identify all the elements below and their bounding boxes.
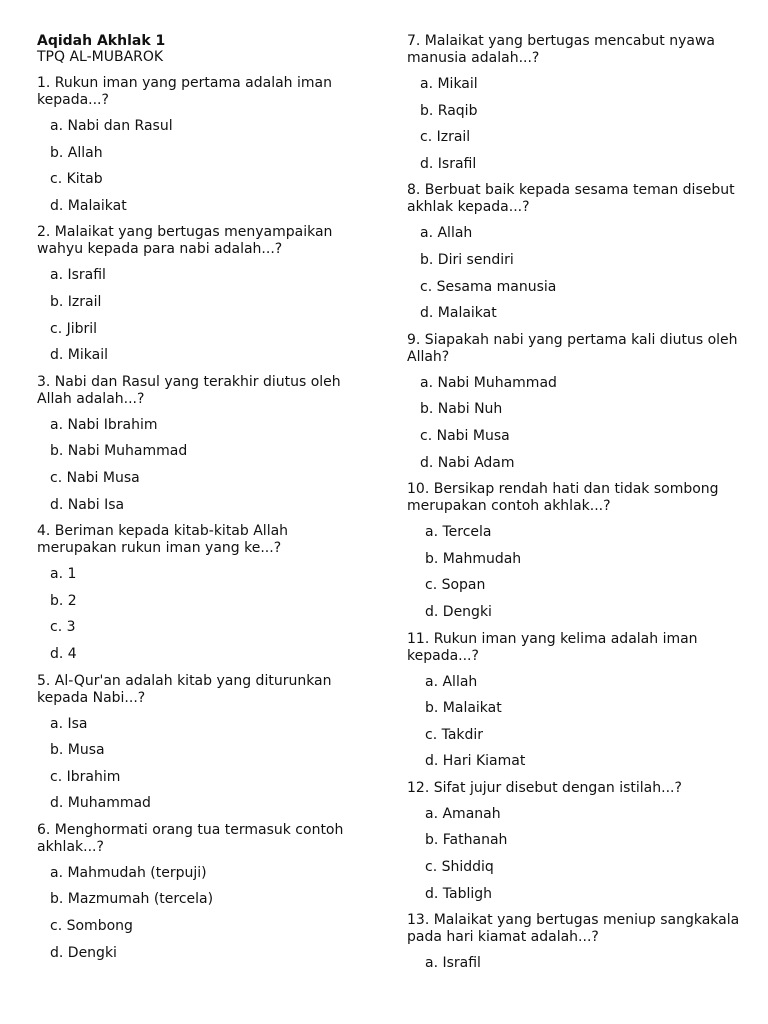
answer-option: a. Israfil — [50, 267, 106, 284]
answer-option: c. Sesama manusia — [420, 278, 557, 295]
answer-option: c. Jibril — [50, 320, 98, 337]
question-text: 11. Rukun iman yang kelima adalah iman kepada...? — [407, 630, 698, 664]
question-5 — [37, 673, 367, 813]
answer-option: d. Mikail — [50, 347, 108, 364]
answer-option: c. Nabi Musa — [420, 427, 510, 444]
answer-option: c. Kitab — [50, 171, 103, 188]
answer-option: d. Muhammad — [50, 795, 151, 812]
answer-option: a. Allah — [420, 225, 473, 242]
question-text: 5. Al-Qur'an adalah kitab yang diturunkan kepada Nabi...? — [37, 672, 332, 706]
answer-option: c. Sopan — [425, 577, 486, 594]
question-12 — [407, 780, 742, 903]
question-8 — [407, 182, 742, 322]
answer-option: b. Nabi Muhammad — [50, 443, 188, 460]
answer-option: d. Dengki — [50, 944, 117, 961]
answer-option: a. Amanah — [425, 805, 501, 822]
question-text: 9. Siapakah nabi yang pertama kali diutus oleh Allah? — [407, 331, 738, 365]
answer-option: a. Isa — [50, 715, 88, 732]
question-13 — [407, 912, 742, 972]
answer-option: b. Malaikat — [425, 700, 502, 717]
answer-option: a. Tercela — [425, 524, 492, 541]
answer-option: d. 4 — [50, 645, 77, 662]
question-1 — [37, 75, 367, 215]
question-text: 8. Berbuat baik kepada sesama teman disebut akhlak kepada...? — [407, 182, 735, 216]
answer-option: c. Ibrahim — [50, 768, 121, 785]
question-text: 3. Nabi dan Rasul yang terakhir diutus oleh Allah adalah...? — [37, 373, 341, 407]
question-text: 10. Bersikap rendah hati dan tidak sombong merupakan contoh akhlak...? — [407, 481, 719, 515]
answer-option: c. Izrail — [420, 129, 471, 146]
question-11 — [407, 631, 742, 771]
answer-option: a. Nabi Muhammad — [420, 374, 557, 391]
answer-option: d. Israfil — [420, 155, 477, 172]
answer-option: b. Raqib — [420, 102, 478, 119]
answer-option: c. Nabi Musa — [50, 469, 140, 486]
question-text: 13. Malaikat yang bertugas meniup sangkakala pada hari kiamat adalah...? — [407, 912, 740, 946]
answer-option: a. 1 — [50, 566, 77, 583]
answer-option: a. Israfil — [425, 955, 481, 972]
question-10 — [407, 481, 742, 621]
answer-option: a. Nabi Ibrahim — [50, 416, 158, 433]
left-column — [37, 33, 367, 971]
question-9 — [407, 332, 742, 472]
question-2 — [37, 224, 367, 364]
question-text: 6. Menghormati orang tua termasuk contoh akhlak...? — [37, 821, 344, 855]
answer-option: d. Nabi Adam — [420, 454, 515, 471]
question-text: 12. Sifat jujur disebut dengan istilah...? — [407, 779, 682, 796]
answer-option: a. Mahmudah (terpuji) — [50, 864, 207, 881]
document-subtitle: TPQ AL-MUBAROK — [37, 49, 164, 65]
question-6 — [37, 822, 367, 962]
answer-option: a. Allah — [425, 673, 478, 690]
answer-option: c. Sombong — [50, 918, 133, 935]
question-text: 7. Malaikat yang bertugas mencabut nyawa manusia adalah...? — [407, 33, 715, 66]
answer-option: b. Musa — [50, 742, 105, 759]
answer-option: c. Shiddiq — [425, 859, 494, 876]
right-column — [407, 33, 742, 982]
answer-option: d. Dengki — [425, 603, 492, 620]
answer-option: b. Fathanah — [425, 832, 508, 849]
question-text: 1. Rukun iman yang pertama adalah iman kepada...? — [37, 75, 332, 108]
answer-option: c. 3 — [50, 619, 76, 636]
question-3 — [37, 374, 367, 514]
answer-option: b. Allah — [50, 144, 103, 161]
answer-option: b. Izrail — [50, 293, 102, 310]
question-7 — [407, 33, 742, 173]
answer-option: b. Mahmudah — [425, 550, 522, 567]
answer-option: b. Nabi Nuh — [420, 401, 503, 418]
answer-option: c. Takdir — [425, 726, 484, 743]
answer-option: b. Mazmumah (tercela) — [50, 891, 214, 908]
question-text: 4. Beriman kepada kitab-kitab Allah merupakan rukun iman yang ke...? — [37, 523, 289, 557]
answer-option: b. 2 — [50, 592, 77, 609]
document-title: Aqidah Akhlak 1 — [37, 33, 166, 49]
answer-option: d. Tabligh — [425, 885, 493, 902]
answer-option: d. Hari Kiamat — [425, 753, 526, 770]
answer-option: a. Nabi dan Rasul — [50, 118, 173, 134]
question-text: 2. Malaikat yang bertugas menyampaikan wahyu kepada para nabi adalah...? — [37, 224, 333, 258]
answer-option: d. Malaikat — [50, 197, 127, 214]
answer-option: a. Mikail — [420, 76, 478, 92]
answer-option: d. Malaikat — [420, 305, 497, 322]
answer-option: b. Diri sendiri — [420, 251, 514, 268]
answer-option: d. Nabi Isa — [50, 496, 125, 513]
question-4 — [37, 523, 367, 663]
